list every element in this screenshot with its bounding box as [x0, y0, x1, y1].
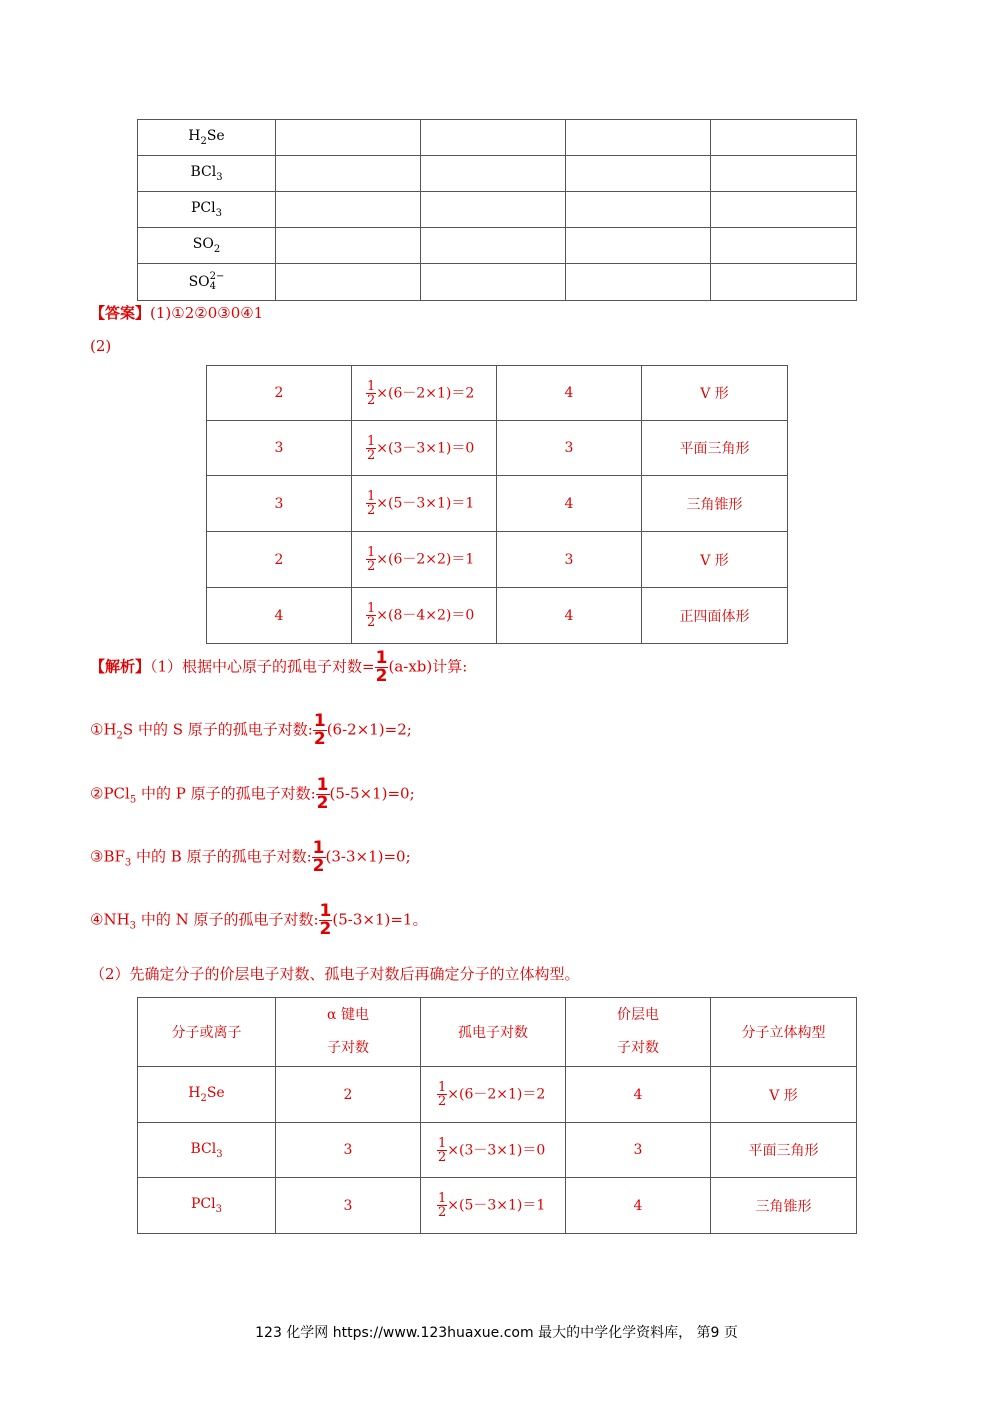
analysis-part2: （2）先确定分子的价层电子对数、孤电子对数后再确定分子的立体构型。: [90, 965, 580, 983]
answer-part1: (1)①2②0③0④1: [150, 304, 264, 322]
page-footer: 123 化学网 https://www.123huaxue.com 最大的中学化学资料库， 第9 页: [255, 1325, 738, 1341]
answer-label: 【答案】: [90, 304, 151, 322]
table-header-row: 分子或离子 α 键电 子对数 孤电子对数 价层电 子对数 分子立体构型: [138, 998, 857, 1067]
answer-table: [206, 365, 788, 644]
analysis-item: $①H_2S$ 中的 S 原子的孤电子对数: $\frac{1}{2}$ (6-2×1)=2;: [90, 711, 412, 749]
analysis-item: $③BF_3$ 中的 B 原子的孤电子对数: $\frac{1}{2}$ (3-3×1)=0;: [90, 838, 411, 876]
table-row: [138, 228, 857, 264]
table-row: [138, 192, 857, 228]
table-row: BCl$_3$ 3 $\frac{1}{2}$ ×(3－3×1)＝0 3 平面三角形: [138, 1123, 857, 1178]
table-row: [138, 120, 857, 156]
table-row: $H_2Se$ 2 $\frac{1}{2}$ ×(6－2×1)＝2 4 V 形: [138, 1067, 857, 1123]
table-row: 2 $\frac{1}{2}$ ×(6－2×1)＝2 4 V 形: [207, 366, 788, 421]
formula-cell: $H_2Se$: [138, 120, 276, 156]
table-row: PCl$_3$ 3 $\frac{1}{2}$ ×(5－3×1)＝1 4 三角锥形: [138, 1178, 857, 1234]
bottom-table: [137, 997, 857, 1234]
formula-cell: $SO_2$: [138, 228, 276, 264]
top-table: [137, 119, 857, 301]
formula-cell: PCl$_3$: [138, 192, 276, 228]
table-row: 3 $\frac{1}{2}$ ×(3－3×1)＝0 3 平面三角形: [207, 421, 788, 476]
answer-line: [90, 302, 263, 323]
table-row: [138, 264, 857, 301]
formula-cell: SO 2− 4: [138, 264, 276, 301]
analysis-intro: 【解析】（1）根据中心原子的孤电子对数= $\frac{1}{2}$ (a-xb)计算:: [90, 648, 468, 686]
analysis-item: $④NH_3$ 中的 N 原子的孤电子对数: $\frac{1}{2}$ (5-3×1)=1。: [90, 901, 428, 939]
answer-part2-label: (2): [90, 337, 112, 355]
analysis-item: ②PCl$_5$ 中的 P 原子的孤电子对数: $\frac{1}{2}$ (5-5×1)=0;: [90, 775, 415, 813]
table-row: [138, 156, 857, 192]
table-row: 2 $\frac{1}{2}$ ×(6－2×2)＝1 3 V 形: [207, 532, 788, 588]
table-row: 4 $\frac{1}{2}$ ×(8－4×2)＝0 4 正四面体形: [207, 588, 788, 644]
formula-cell: BCl$_3$: [138, 156, 276, 192]
table-row: 3 $\frac{1}{2}$ ×(5－3×1)＝1 4 三角锥形: [207, 476, 788, 532]
